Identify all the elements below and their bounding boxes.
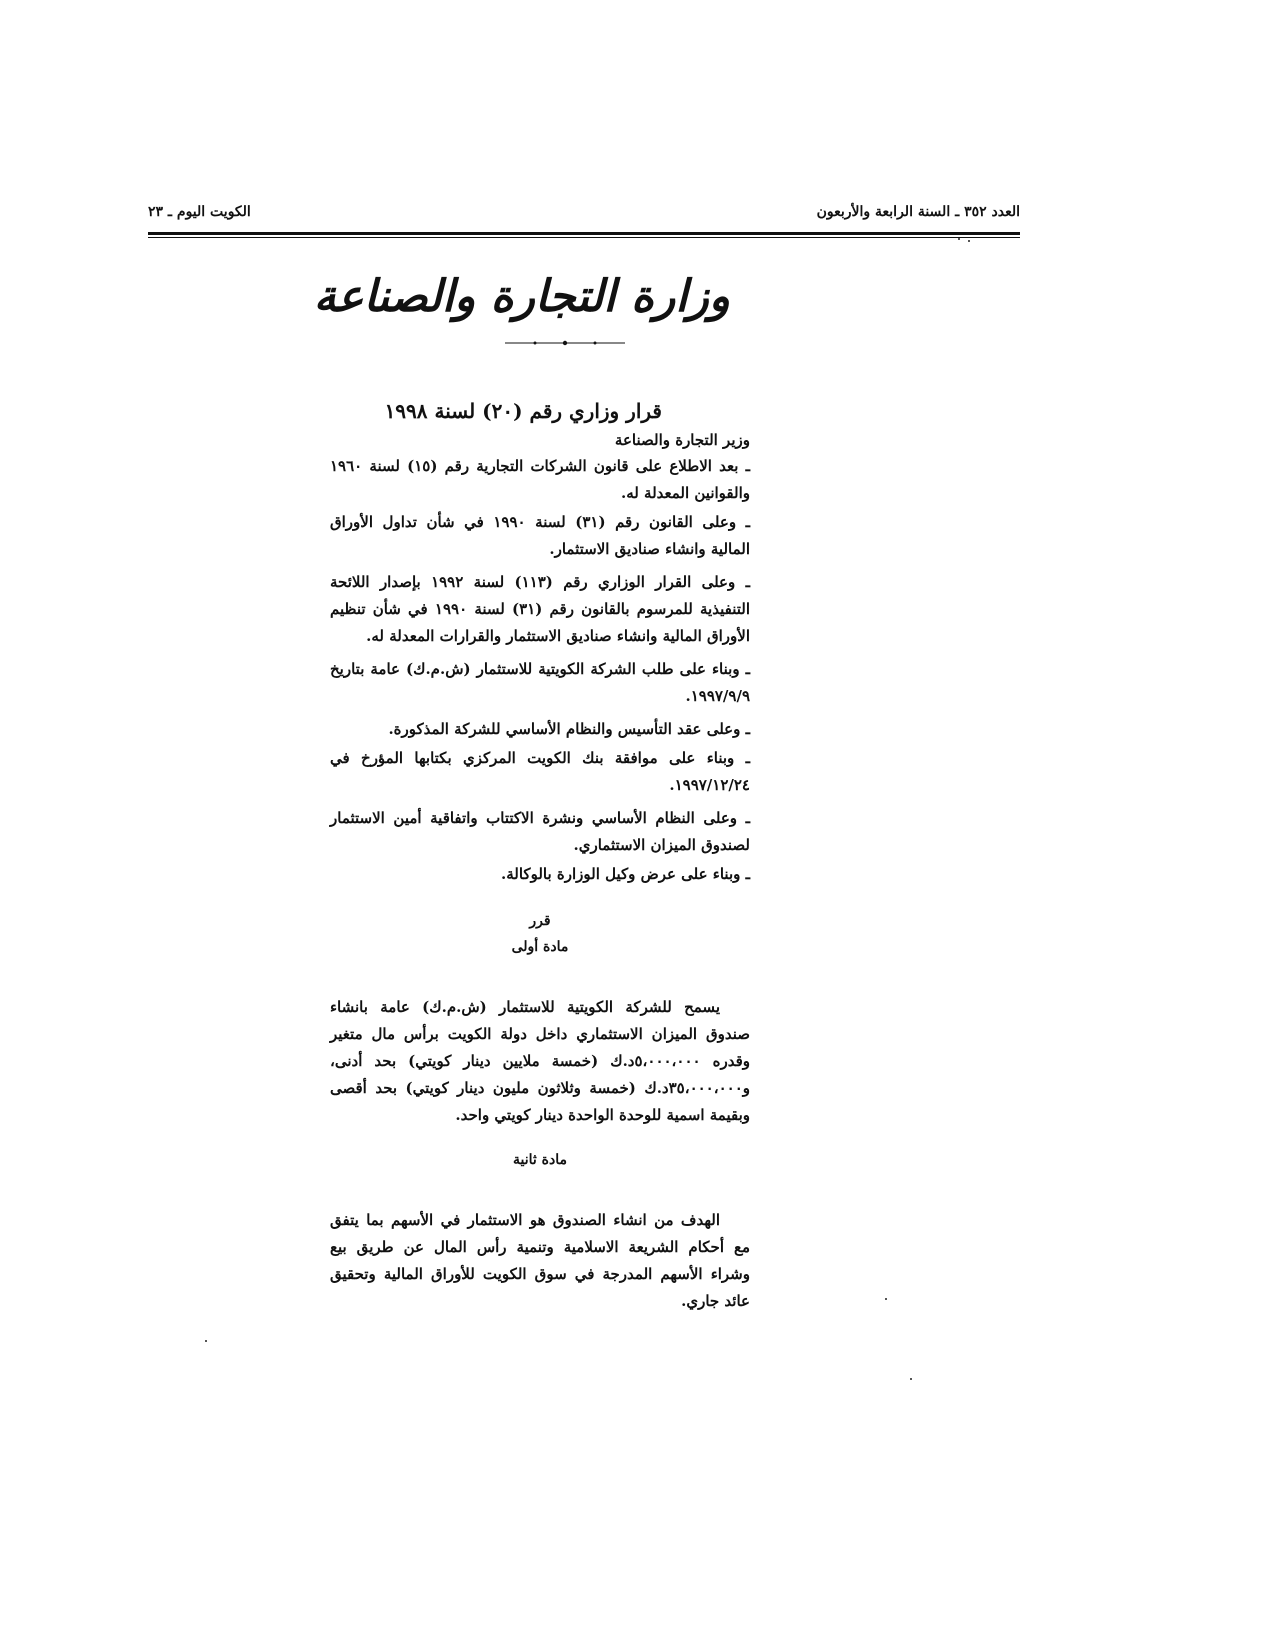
preamble-clause: ـ وبناء على موافقة بنك الكويت المركزي بكتابها المؤرخ في ١٩٩٧/١٢/٢٤. (330, 749, 750, 794)
issue-info: العدد ٣٥٢ ـ السنة الرابعة والأربعون (816, 204, 1020, 220)
scan-speck (958, 238, 960, 240)
page-header (148, 198, 1020, 228)
decision-heading: قرر (529, 913, 551, 929)
preamble-clause: ـ وبناء على عرض وكيل الوزارة بالوكالة. (501, 865, 750, 883)
publication-name: الكويت اليوم ـ ٢٣ (148, 204, 251, 220)
preamble-clause: ـ وبناء على طلب الشركة الكويتية للاستثمار (ش.م.ك) عامة بتاريخ ١٩٩٧/٩/٩. (330, 660, 750, 705)
scan-speck (205, 1340, 207, 1342)
preamble-clause: ـ وعلى القانون رقم (٣١) لسنة ١٩٩٠ في شأن تداول الأوراق المالية وانشاء صناديق الاستثمار. (330, 513, 750, 558)
article-heading: مادة أولى (511, 939, 569, 955)
decree-body (330, 395, 750, 1315)
decree-issuer: وزير التجارة والصناعة (614, 431, 750, 449)
scan-speck (885, 1298, 887, 1300)
ministry-calligraphy-title: وزارة التجارة والصناعة (313, 271, 730, 322)
article-text: الهدف من انشاء الصندوق هو الاستثمار في الأسهم بما يتفق مع أحكام الشريعة الاسلامية وتنمية رأس المال عن طريق بيع وشراء الأسهم المدرجة في سوق الكويت للأوراق المالية وتحقيق عائد جاري. (330, 1211, 750, 1310)
article-heading: مادة ثانية (513, 1152, 567, 1168)
preamble-clause: ـ وعلى عقد التأسيس والنظام الأساسي للشركة المذكورة. (388, 720, 750, 738)
article-text: يسمح للشركة الكويتية للاستثمار (ش.م.ك) عامة بانشاء صندوق الميزان الاستثماري داخل دولة الكويت برأس مال متغير وقدره ٥،٠٠٠،٠٠٠د.ك (خمسة ملايين دينار كويتي) بحد أدنى، و٣٥،٠٠٠،٠٠٠د.ك (خمسة وثلاثون مليون دينار كويتي) بحد أقصى وبقيمة اسمية للوحدة الواحدة دينار كويتي واحد. (330, 998, 750, 1124)
header-rule-thin (148, 237, 1020, 238)
scan-speck (910, 1378, 912, 1380)
ornament-divider (505, 340, 625, 346)
preamble-clause: ـ بعد الاطلاع على قانون الشركات التجارية رقم (١٥) لسنة ١٩٦٠ والقوانين المعدلة له. (330, 457, 750, 502)
preamble-clause: ـ وعلى القرار الوزاري رقم (١١٣) لسنة ١٩٩٢ بإصدار اللائحة التنفيذية للمرسوم بالقانون رقم (٣١) لسنة ١٩٩٠ في شأن تنظيم الأوراق المالية وانشاء صناديق الاستثمار والقرارات المعدلة له. (330, 573, 750, 645)
header-rule (148, 232, 1020, 235)
decree-title: قرار وزاري رقم (٢٠) لسنة ١٩٩٨ (384, 399, 662, 423)
scan-speck (968, 240, 970, 242)
preamble-clause: ـ وعلى النظام الأساسي ونشرة الاكتتاب واتفاقية أمين الاستثمار لصندوق الميزان الاستثماري. (330, 809, 750, 854)
